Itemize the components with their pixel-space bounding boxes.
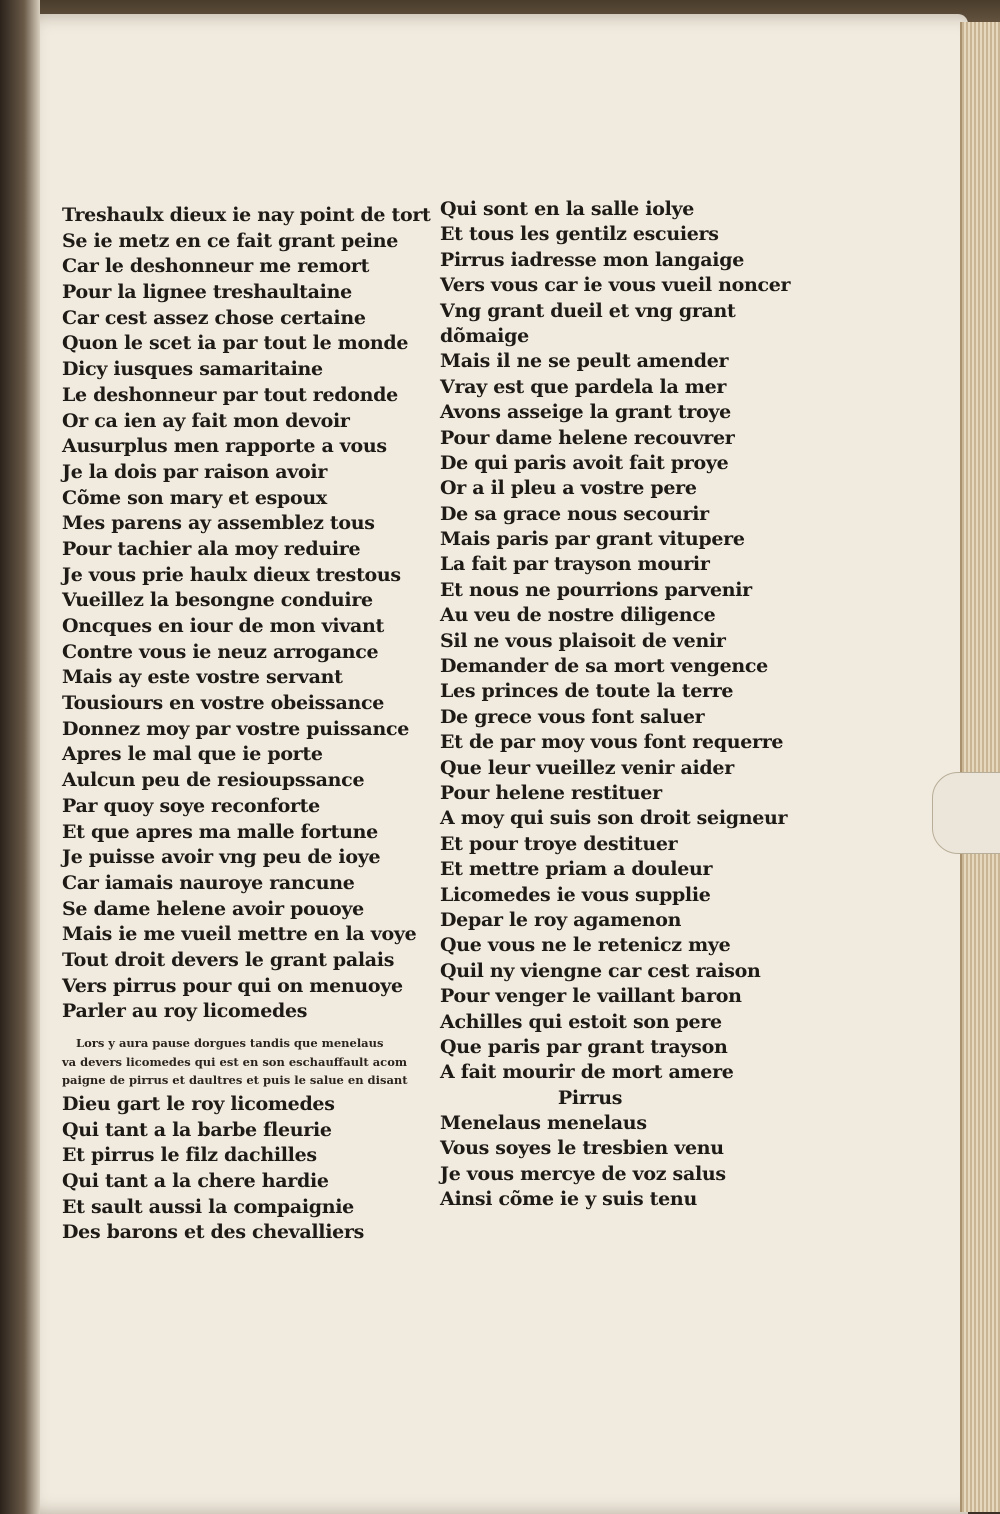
verse-line: Se dame helene avoir pouoye [62, 897, 364, 920]
verse-line: Et pirrus le filz dachilles [62, 1144, 317, 1167]
verse-line: Vers vous car ie vous vueil noncer [440, 274, 791, 297]
verse-line: Je la dois par raison avoir [62, 460, 328, 483]
verse-line: Et tous les gentilz escuiers [440, 223, 719, 246]
verse-line: Treshaulx dieux ie nay point de tort [62, 204, 431, 226]
verse-line: Car le deshonneur me remort [62, 255, 370, 278]
verse-line: paigne de pirrus et daultres et puis le salue en disant [62, 1073, 408, 1087]
verse-line: Vers pirrus pour qui on menuoye [62, 974, 403, 997]
verse-line: Parler au roy licomedes [62, 1000, 308, 1023]
show-through-text [810, 195, 950, 1225]
verse-line: Au veu de nostre diligence [440, 604, 716, 627]
verse-line: Ausurplus men rapporte a vous [62, 435, 387, 458]
verse-line: Achilles qui estoit son pere [440, 1010, 722, 1033]
verse-line: Qui tant a la barbe fleurie [62, 1118, 332, 1141]
verse-line: Par quoy soye reconforte [62, 794, 320, 817]
verse-line: Et nous ne pourrions parvenir [440, 578, 752, 601]
page-edges [960, 22, 1000, 1512]
verse-line: Les princes de toute la terre [440, 680, 734, 703]
verse-line: va devers licomedes qui est en son eschauffault acom [62, 1054, 408, 1069]
verse-line: Je vous prie haulx dieux trestous [62, 563, 401, 586]
verse-line: Et de par moy vous font requerre [440, 731, 784, 754]
verse-line: Tousiours en vostre obeissance [62, 692, 385, 715]
verse-line: Sil ne vous plaisoit de venir [440, 629, 726, 652]
verse-line: A moy qui suis son droit seigneur [440, 807, 788, 830]
verse-line: Avons asseige la grant troye [440, 401, 731, 424]
verse-line: De qui paris avoit fait proye [440, 451, 729, 474]
verse-line: Pour tachier ala moy reduire [62, 537, 361, 560]
left-column-verses-bottom [62, 1092, 364, 1246]
verse-line: Tout droit devers le grant palais [62, 948, 395, 971]
verse-line: Depar le roy agamenon [440, 908, 682, 931]
verse-line: Car iamais nauroye rancune [62, 871, 355, 894]
verse-line: Donnez moy par vostre puissance [62, 717, 410, 740]
left-column-verses-top [62, 203, 431, 1025]
verse-line: A fait mourir de mort amere [440, 1061, 734, 1084]
verse-line: Mes parens ay assemblez tous [62, 512, 375, 535]
verse-line: Quil ny viengne car cest raison [440, 959, 761, 982]
verse-line: Mais il ne se peult amender [440, 350, 729, 373]
right-column-verses [440, 197, 790, 1213]
verse-line: Mais ie me vueil mettre en la voye [62, 923, 417, 946]
speaker-name: Pirrus [557, 1086, 623, 1109]
verse-line: Qui sont en la salle iolye [440, 198, 695, 220]
verse-line: Apres le mal que ie porte [62, 743, 323, 766]
verse-line: Oncques en iour de mon vivant [62, 615, 384, 637]
verse-line: Je vous mercye de voz salus [440, 1162, 726, 1185]
verse-line: Vueillez la besongne conduire [62, 589, 373, 612]
verse-line: Et pour troye destituer [440, 832, 678, 855]
verse-line: Vray est que pardela la mer [440, 375, 727, 398]
verse-line: La fait par trayson mourir [440, 553, 710, 576]
verse-line: Car cest assez chose certaine [62, 306, 366, 329]
verse-line: Vous soyes le tresbien venu [440, 1137, 724, 1160]
verse-line: Ainsi cõme ie y suis tenu [440, 1188, 697, 1211]
verse-line: Qui tant a la chere hardie [62, 1170, 329, 1193]
verse-line: Dicy iusques samaritaine [62, 358, 323, 381]
verse-line: Or a il pleu a vostre pere [440, 477, 697, 500]
verse-line: Licomedes ie vous supplie [440, 883, 711, 906]
verse-line: Or ca ien ay fait mon devoir [62, 409, 350, 432]
stage-direction-rubric [62, 1034, 408, 1090]
verse-line: Aulcun peu de resioupssance [62, 769, 365, 792]
verse-line: Menelaus menelaus [440, 1112, 647, 1135]
verse-line: Cõme son mary et espoux [62, 486, 327, 509]
verse-line: Pour helene restituer [440, 781, 662, 804]
verse-line: Que vous ne le retenicz mye [440, 934, 731, 957]
verse-line: Et sault aussi la compaignie [62, 1195, 354, 1218]
book-gutter [0, 0, 40, 1514]
verse-line: Que leur vueillez venir aider [440, 756, 734, 779]
verse-line: Et que apres ma malle fortune [62, 820, 378, 843]
verse-line: Le deshonneur par tout redonde [62, 383, 398, 406]
verse-line: Contre vous ie neuz arrogance [62, 640, 379, 663]
verse-line: De grece vous font saluer [440, 705, 705, 728]
verse-line: Pirrus iadresse mon langaige [440, 248, 744, 271]
verse-line: dõmaige [440, 324, 529, 347]
verse-line: Que paris par grant trayson [440, 1035, 728, 1058]
verse-line: Pour la lignee treshaultaine [62, 281, 352, 304]
verse-line: De sa grace nous secourir [440, 502, 709, 525]
verse-line: Mais ay este vostre servant [62, 666, 343, 689]
verse-line: Vng grant dueil et vng grant [440, 299, 736, 322]
verse-line: Mais paris par grant vitupere [440, 528, 745, 551]
verse-line: Pour dame helene recouvrer [440, 426, 735, 449]
verse-line: Pour venger le vaillant baron [440, 985, 742, 1008]
verse-line: Se ie metz en ce fait grant peine [62, 229, 399, 252]
verse-line: Des barons et des chevalliers [62, 1221, 365, 1244]
verse-line: Et mettre priam a douleur [440, 858, 713, 881]
verse-line: Dieu gart le roy licomedes [62, 1093, 335, 1115]
verse-line: Lors y aura pause dorgues tandis que menelaus [76, 1036, 384, 1050]
verse-line: Je puisse avoir vng peu de ioye [62, 846, 381, 869]
verse-line: Demander de sa mort vengence [440, 655, 768, 678]
verse-line: Quon le scet ia par tout le monde [62, 332, 409, 355]
